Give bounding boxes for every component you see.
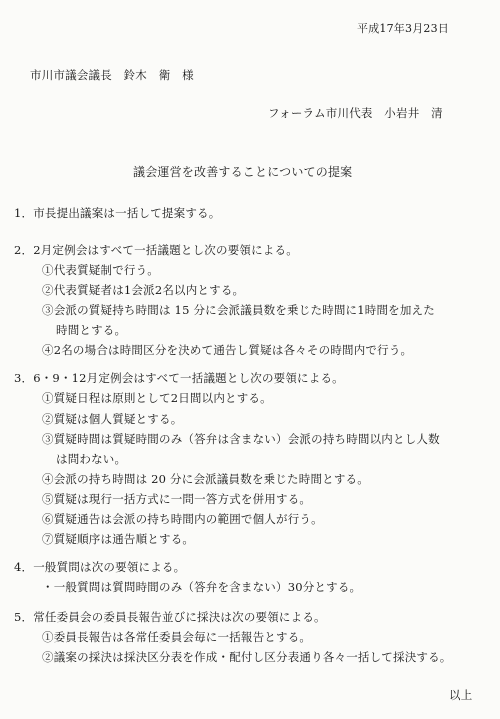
section-1-heading: 1．市長提出議案は一括して提案する。 (14, 206, 221, 220)
section-2-item-2: ②代表質疑者は1会派2名以内とする。 (42, 283, 245, 297)
section-3-item-3: ③質疑時間は質疑時間のみ（答弁は含まない）会派の持ち時間以内とし人数 (42, 432, 440, 446)
addressee: 市川市議会議長 鈴木 衛 様 (30, 68, 194, 82)
section-3-item-4: ④会派の持ち時間は 20 分に会派議員数を乗じた時間とする。 (42, 472, 369, 486)
section-2-item-1: ①代表質疑制で行う。 (42, 263, 159, 277)
section-3-item-1: ①質疑日程は原則として2日間以内とする。 (42, 391, 272, 405)
section-2-item-4: ④2名の場合は時間区分を決めて通告し質疑は各々その時間内で行う。 (42, 343, 413, 357)
section-3-heading: 3．6・9・12月定例会はすべて一括議題とし次の要領による。 (14, 371, 344, 385)
section-4-item-1: ・一般質問は質問時間のみ（答弁を含まない）30分とする。 (42, 580, 362, 594)
section-3-item-7: ⑦質疑順序は通告順とする。 (42, 532, 195, 546)
section-5-heading: 5．常任委員会の委員長報告並びに採決は次の要領による。 (14, 610, 326, 624)
document-title: 議会運営を改善することについての提案 (133, 165, 353, 179)
closing-mark: 以上 (449, 688, 473, 702)
sender: フォーラム市川代表 小岩井 清 (268, 106, 443, 120)
section-2-item-3-continued: 時間とする。 (56, 323, 127, 337)
section-3-item-6: ⑥質疑通告は会派の持ち時間内の範囲で個人が行う。 (42, 512, 323, 526)
document-date: 平成17年3月23日 (357, 22, 449, 35)
section-5-item-1: ①委員長報告は各常任委員会毎に一括報告とする。 (42, 630, 312, 644)
section-3-item-2: ②質疑は個人質疑とする。 (42, 412, 183, 426)
section-4-heading: 4．一般質問は次の要領による。 (14, 560, 186, 574)
section-2-item-3: ③会派の質疑持ち時間は 15 分に会派議員数を乗じた時間に1時間を加えた (42, 303, 435, 317)
section-5-item-2: ②議案の採決は採決区分表を作成・配付し区分表通り各々一括して採決する。 (42, 650, 452, 664)
section-2-heading: 2．2月定例会はすべて一括議題とし次の要領による。 (14, 243, 298, 257)
section-3-item-5: ⑤質疑は現行一括方式に一問一答方式を併用する。 (42, 492, 312, 506)
section-3-item-3-continued: は問わない。 (56, 452, 127, 466)
